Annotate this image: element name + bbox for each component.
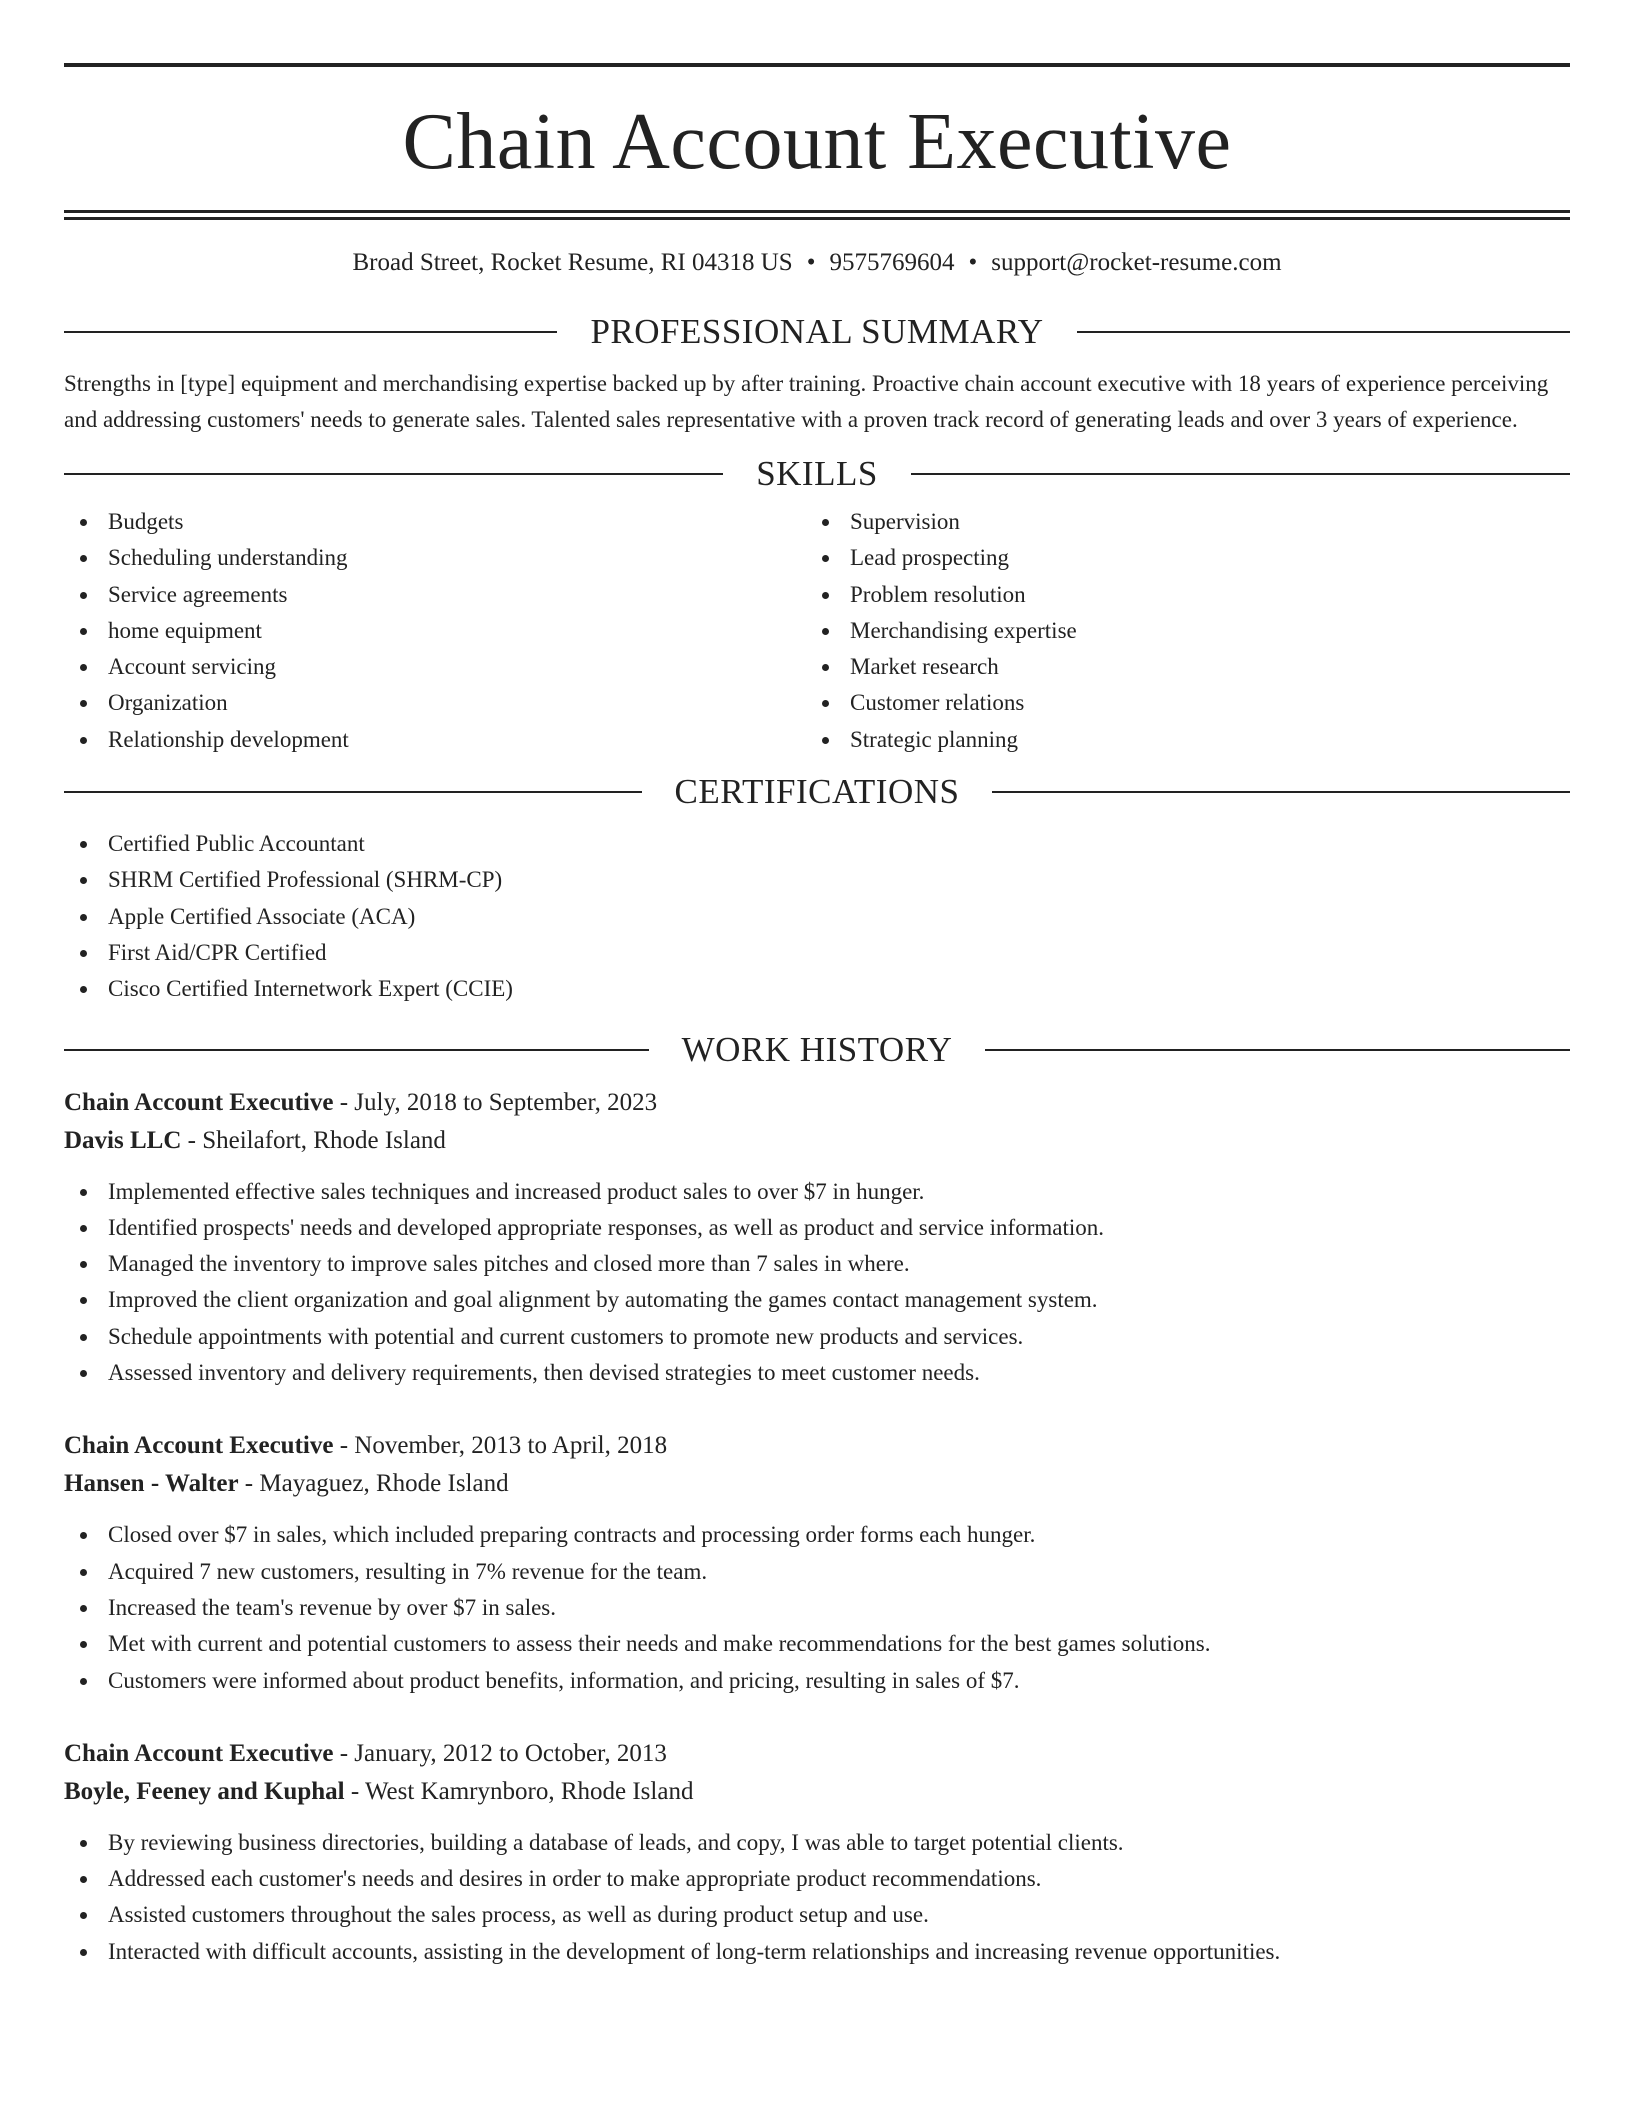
job-dates: - January, 2012 to October, 2013 (333, 1739, 667, 1767)
job-entry (64, 1084, 1570, 1392)
section-title-skills: SKILLS (756, 454, 878, 493)
job-duty-item: Implemented effective sales techniques and increased product sales to over $7 in hunger. (64, 1174, 1570, 1210)
skill-item: Supervision (806, 504, 1548, 540)
section-title-work: WORK HISTORY (681, 1029, 953, 1069)
job-title: Chain Account Executive (64, 1739, 334, 1767)
section-rule (64, 473, 723, 475)
certification-item: SHRM Certified Professional (SHRM-CP) (64, 862, 1570, 898)
section-title-summary: PROFESSIONAL SUMMARY (590, 312, 1044, 351)
job-duty-item: Managed the inventory to improve sales pitches and closed more than 7 sales in where. (64, 1246, 1570, 1282)
job-dates: - November, 2013 to April, 2018 (333, 1432, 668, 1460)
job-company: Davis LLC (64, 1126, 182, 1154)
skill-item: Strategic planning (806, 722, 1548, 758)
contact-separator: • (968, 249, 978, 276)
skill-item: Service agreements (64, 577, 806, 613)
summary-text: Strengths in [type] equipment and merchandising expertise backed up by after training. Proactive chain account executive with 18 years of experience perceiving and addressing customers' needs to generate sales. Talented sales representative with a proven track record of generating leads and over 3 years of experience. (64, 371, 1549, 432)
job-duty-item: Closed over $7 in sales, which included preparing contracts and processing order forms each hunger. (64, 1517, 1570, 1553)
section-header-skills (64, 452, 1570, 496)
job-title-line (64, 1427, 1570, 1465)
certification-item: Cisco Certified Internetwork Expert (CCIE) (64, 971, 1570, 1007)
job-title-line (64, 1084, 1570, 1122)
job-entry (64, 1735, 1570, 1970)
skill-item: home equipment (64, 613, 806, 649)
skills-grid (64, 504, 1570, 758)
section-header-certifications (64, 770, 1570, 814)
contact-address: Broad Street, Rocket Resume, RI 04318 US (352, 249, 793, 276)
section-rule (64, 331, 557, 333)
contact-phone: 9575769604 (829, 249, 955, 276)
section-header-work (64, 1028, 1570, 1072)
contact-email: support@rocket-resume.com (991, 249, 1282, 276)
section-rule (911, 473, 1570, 475)
certification-item: Apple Certified Associate (ACA) (64, 899, 1570, 935)
job-duty-item: Customers were informed about product benefits, information, and pricing, resulting in sales of $7. (64, 1663, 1570, 1699)
job-duty-item: Improved the client organization and goal alignment by automating the games contact management system. (64, 1282, 1570, 1318)
job-duty-item: Assessed inventory and delivery requirements, then devised strategies to meet customer needs. (64, 1355, 1570, 1391)
job-company-line (64, 1773, 1570, 1811)
job-duty-item: Addressed each customer's needs and desires in order to make appropriate product recommendations. (64, 1861, 1570, 1897)
job-company: Boyle, Feeney and Kuphal (64, 1777, 345, 1805)
section-rule (1077, 331, 1570, 333)
job-duty-item: Schedule appointments with potential and current customers to promote new products and services. (64, 1319, 1570, 1355)
job-company-line (64, 1122, 1570, 1160)
skill-item: Organization (64, 685, 806, 721)
resume-title: Chain Account Executive (402, 98, 1232, 186)
skill-item: Merchandising expertise (806, 613, 1548, 649)
job-location: - Sheilafort, Rhode Island (181, 1126, 446, 1154)
section-rule (992, 791, 1570, 793)
certification-item: First Aid/CPR Certified (64, 935, 1570, 971)
work-history-list (64, 1084, 1570, 1970)
certifications-list (64, 826, 1570, 1007)
contact-separator: • (806, 249, 816, 276)
skills-right-column (806, 504, 1548, 758)
job-duty-item: Identified prospects' needs and developed appropriate responses, as well as product and service information. (64, 1210, 1570, 1246)
contact-line (64, 247, 1570, 279)
job-entry (64, 1427, 1570, 1698)
job-title: Chain Account Executive (64, 1088, 334, 1116)
job-duties-list (64, 1174, 1570, 1392)
job-duty-item: Assisted customers throughout the sales process, as well as during product setup and use. (64, 1897, 1570, 1933)
skill-item: Relationship development (64, 722, 806, 758)
skill-item: Customer relations (806, 685, 1548, 721)
job-location: - West Kamrynboro, Rhode Island (344, 1777, 694, 1805)
job-company: Hansen - Walter (64, 1470, 239, 1498)
section-rule (985, 1049, 1570, 1051)
skill-item: Budgets (64, 504, 806, 540)
section-rule (64, 791, 642, 793)
job-location: - Mayaguez, Rhode Island (238, 1470, 509, 1498)
job-duty-item: Increased the team's revenue by over $7 in sales. (64, 1590, 1570, 1626)
resume-page (64, 0, 1570, 1970)
skill-item: Problem resolution (806, 577, 1548, 613)
job-duty-item: Acquired 7 new customers, resulting in 7% revenue for the team. (64, 1554, 1570, 1590)
skill-item: Scheduling understanding (64, 540, 806, 576)
section-rule (64, 1049, 649, 1051)
job-duty-item: By reviewing business directories, building a database of leads, and copy, I was able to target potential clients. (64, 1825, 1570, 1861)
skills-left-column (64, 504, 806, 758)
skill-item: Market research (806, 649, 1548, 685)
skill-item: Account servicing (64, 649, 806, 685)
section-title-certifications: CERTIFICATIONS (674, 772, 960, 812)
skill-item: Lead prospecting (806, 540, 1548, 576)
job-dates: - July, 2018 to September, 2023 (333, 1088, 658, 1116)
job-title: Chain Account Executive (64, 1432, 334, 1460)
certification-item: Certified Public Accountant (64, 826, 1570, 862)
title-double-rule (64, 210, 1570, 213)
job-duty-item: Interacted with difficult accounts, assisting in the development of long-term relationships and increasing revenue opportunities. (64, 1934, 1570, 1970)
section-header-summary (64, 310, 1570, 354)
top-rule (64, 63, 1570, 67)
job-duty-item: Met with current and potential customers to assess their needs and make recommendations for the best games solutions. (64, 1626, 1570, 1662)
job-company-line (64, 1465, 1570, 1503)
job-duties-list (64, 1825, 1570, 1970)
job-title-line (64, 1735, 1570, 1773)
job-duties-list (64, 1517, 1570, 1698)
